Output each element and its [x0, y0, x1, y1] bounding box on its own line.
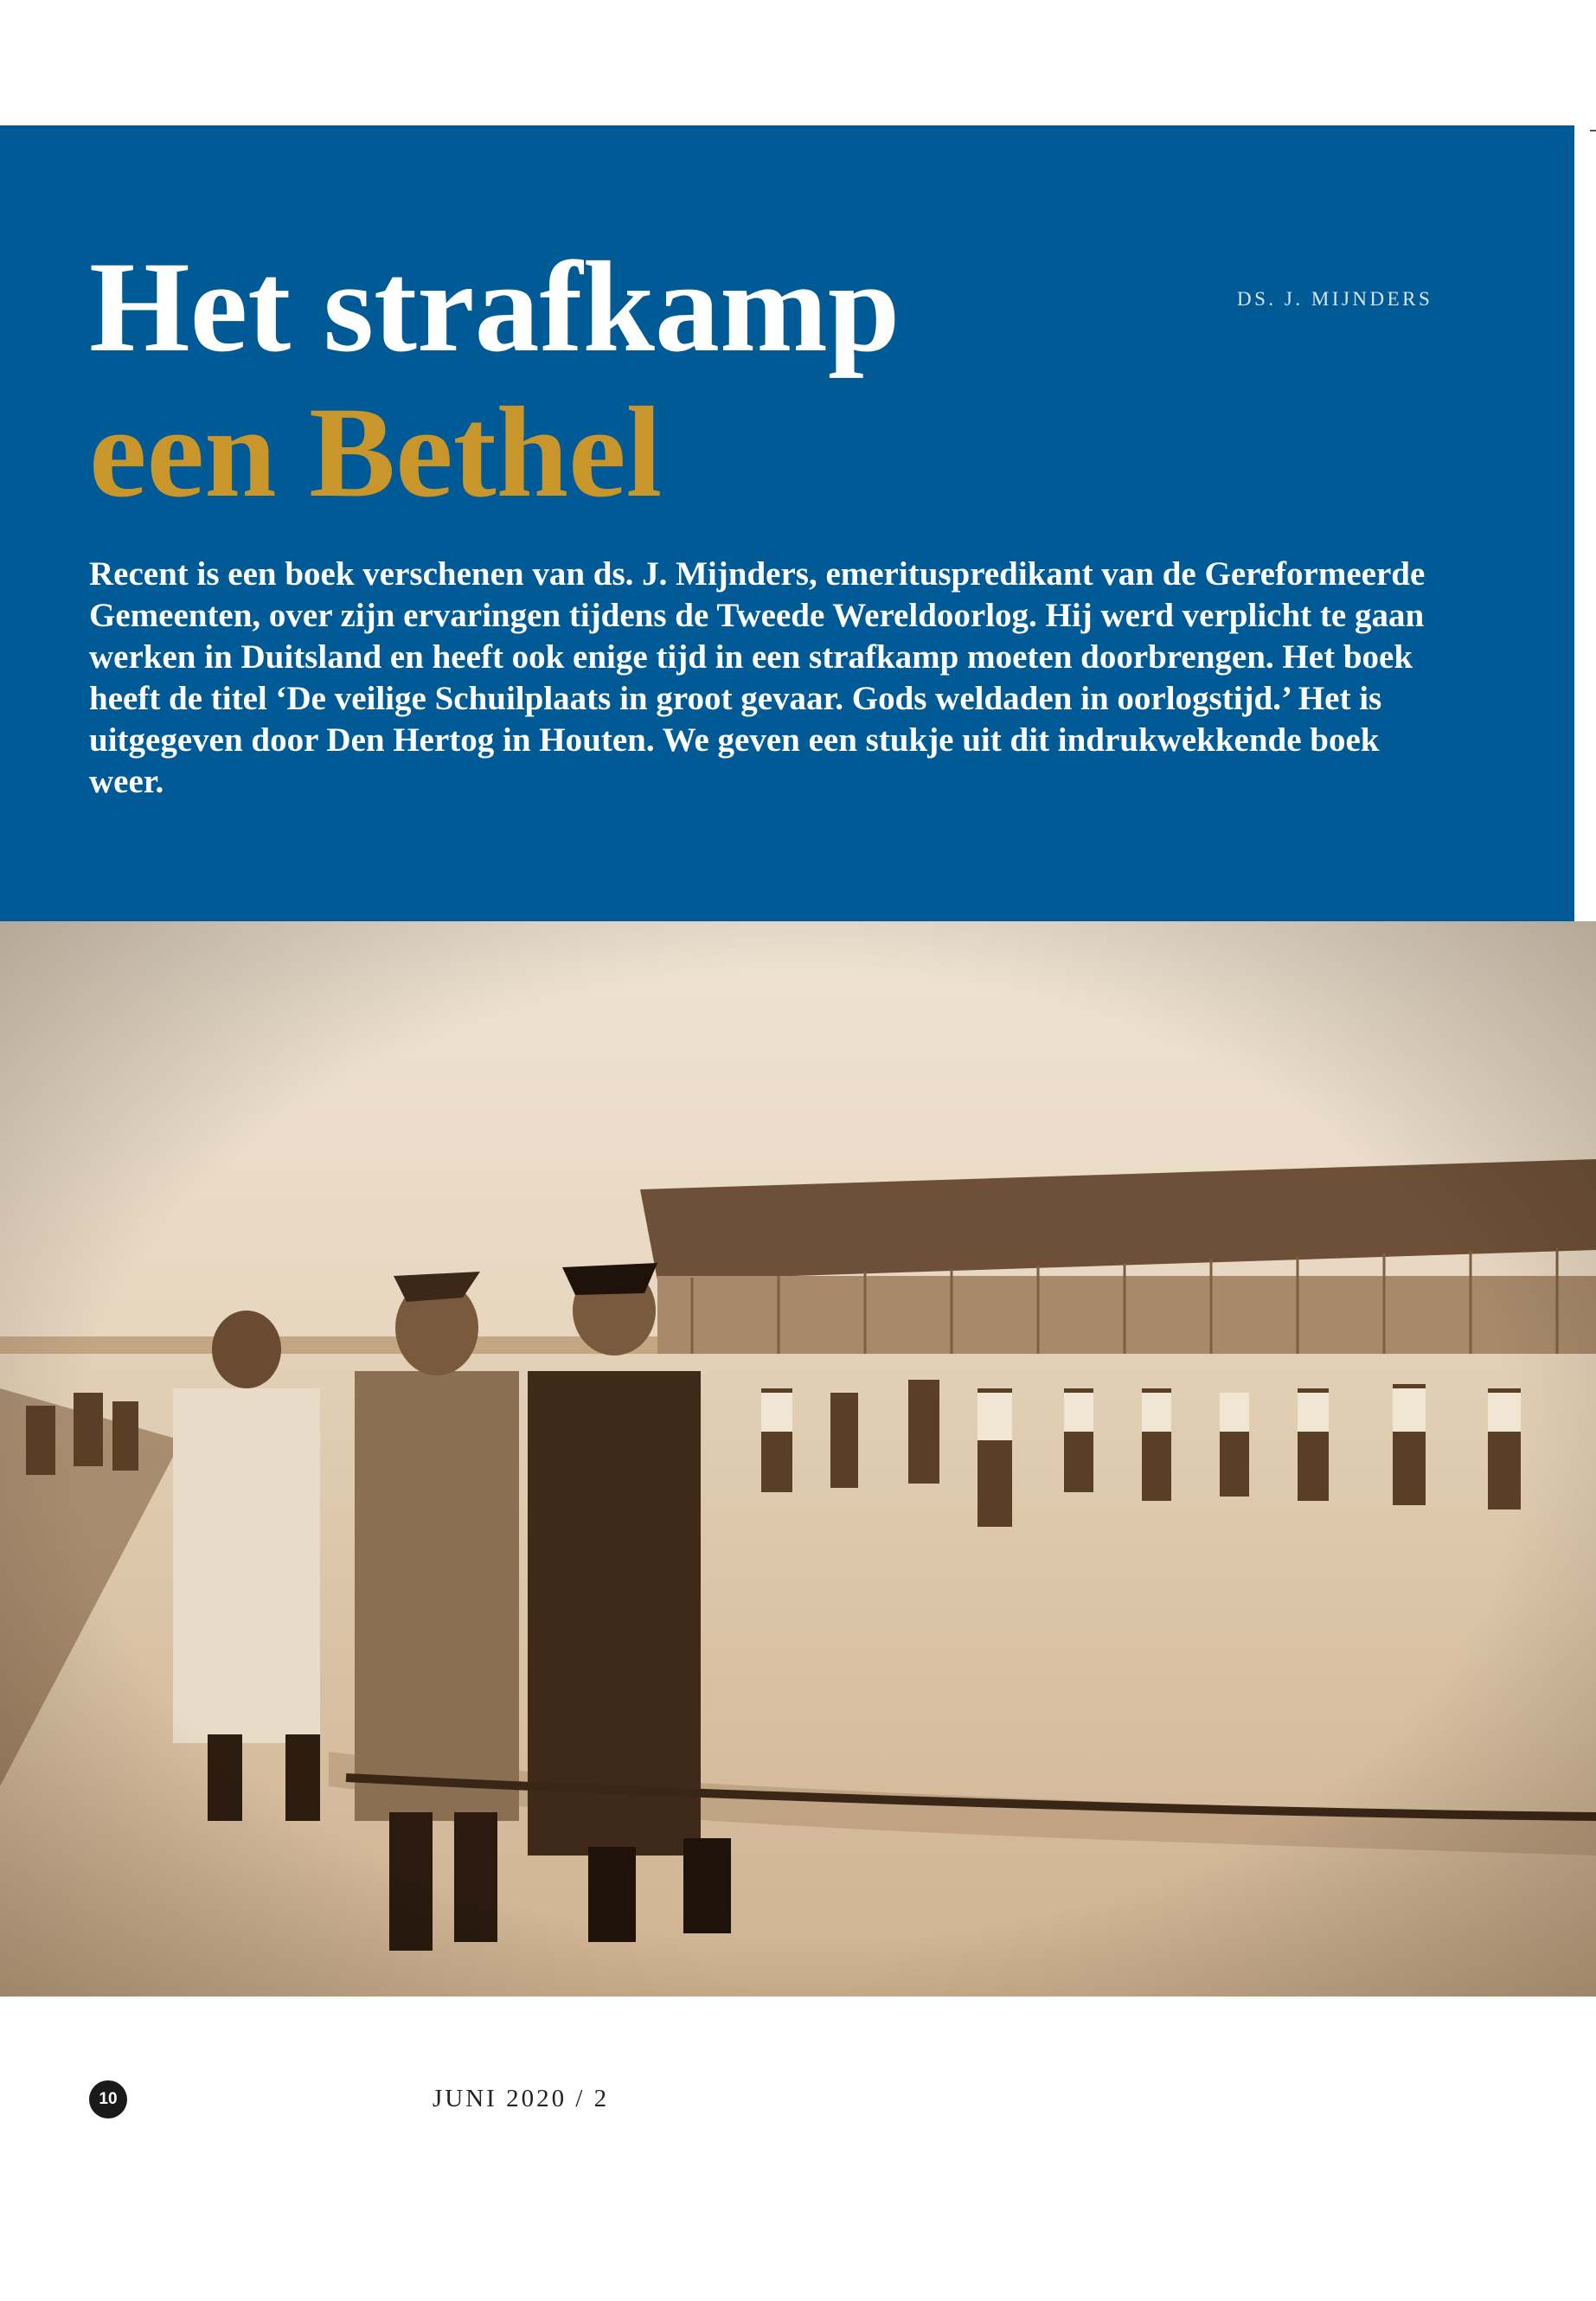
page-trim-mark: [1590, 130, 1596, 131]
issue-label: JUNI 2020 / 2: [433, 2085, 610, 2112]
article-intro: Recent is een boek verschenen van ds. J. Mijnders, emerituspredikant van de Gereformeerde Gemeenten, over zijn ervaringen tijdens de Tweede Wereldoorlog. Hij werd verplicht te gaan werken in Duitsland en heeft ook enige tijd in een strafkamp moeten doorbrengen. Het boek heeft de titel ‘De veilige Schuilplaats in groot gevaar. Gods weldaden in oorlogstijd.’ Het is uitgegeven door Den Hertog in Houten. We geven een stukje uit dit indrukwekkende boek weer.: [89, 555, 1426, 800]
historical-camp-photo: [0, 921, 1596, 1997]
author-byline: DS. J. MIJNDERS: [1237, 288, 1433, 310]
article-title-line-2: een Bethel: [89, 381, 663, 524]
article-title-line-1: Het strafkamp: [89, 235, 901, 379]
page-number-badge: 10: [89, 2080, 127, 2118]
